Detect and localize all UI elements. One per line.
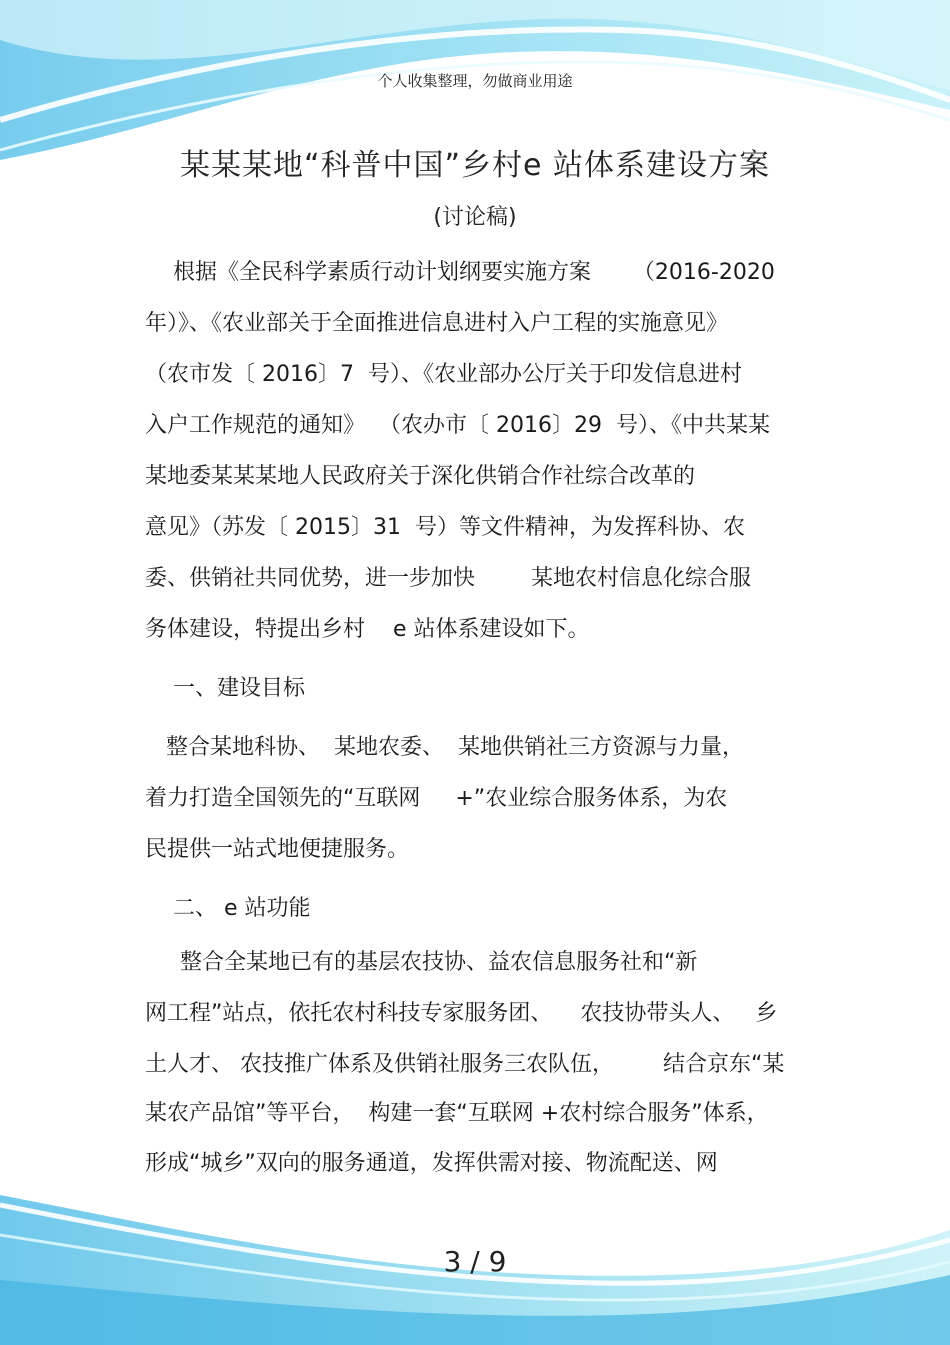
body-line: 着力打造全国领先的“互联网 +”农业综合服务体系，为农 [145, 786, 728, 811]
body-line: 务体建设，特提出乡村 e 站体系建设如下。 [145, 617, 590, 642]
document-subtitle: (讨论稿) [433, 205, 517, 230]
body-line: 意见》（苏发〔 2015〕31 号）等文件精神，为发挥科协、农 [145, 515, 745, 540]
body-line: 整合全某地已有的基层农技协、益农信息服务社和“新 [145, 950, 698, 975]
body-line: 形成“城乡”双向的服务通道，发挥供需对接、物流配送、网 [145, 1151, 718, 1176]
watermark-text: 个人收集整理，勿做商业用途 [377, 72, 573, 90]
body-line: 入户工作规范的通知》 （农办市〔 2016〕29 号）、《中共某某 [145, 413, 770, 438]
body-line: 某农产品馆”等平台， 构建一套“互联网 +农村综合服务”体系， [145, 1101, 769, 1126]
body-line: 网工程”站点，依托农村科技专家服务团、 农技协带头人、 乡 [145, 1001, 778, 1026]
body-line: 土人才、 农技推广体系及供销社服务三农队伍， 结合京东“某 [145, 1052, 785, 1077]
body-line: 整合某地科协、 某地农委、 某地供销社三方资源与力量， [145, 735, 744, 760]
body-line: 委、供销社共同优势，进一步加快 某地农村信息化综合服 [145, 566, 751, 591]
body-line: （农市发〔 2016〕7 号）、《农业部办公厅关于印发信息进村 [145, 362, 742, 387]
body-line: 民提供一站式地便捷服务。 [145, 837, 410, 862]
document-title: 某某某地“科普中国”乡村e 站体系建设方案 [179, 148, 771, 183]
page-number: 3 / 9 [443, 1245, 507, 1278]
section-heading: 二、 e 站功能 [145, 896, 311, 921]
body-line: 年）》、《农业部关于全面推进信息进村入户工程的实施意见》 [145, 311, 729, 336]
body-line: 某地委某某某地人民政府关于深化供销合作社综合改革的 [145, 464, 696, 489]
body-line: 根据《全民科学素质行动计划纲要实施方案 （2016-2020 [145, 260, 775, 285]
section-heading: 一、建设目标 [145, 676, 305, 701]
